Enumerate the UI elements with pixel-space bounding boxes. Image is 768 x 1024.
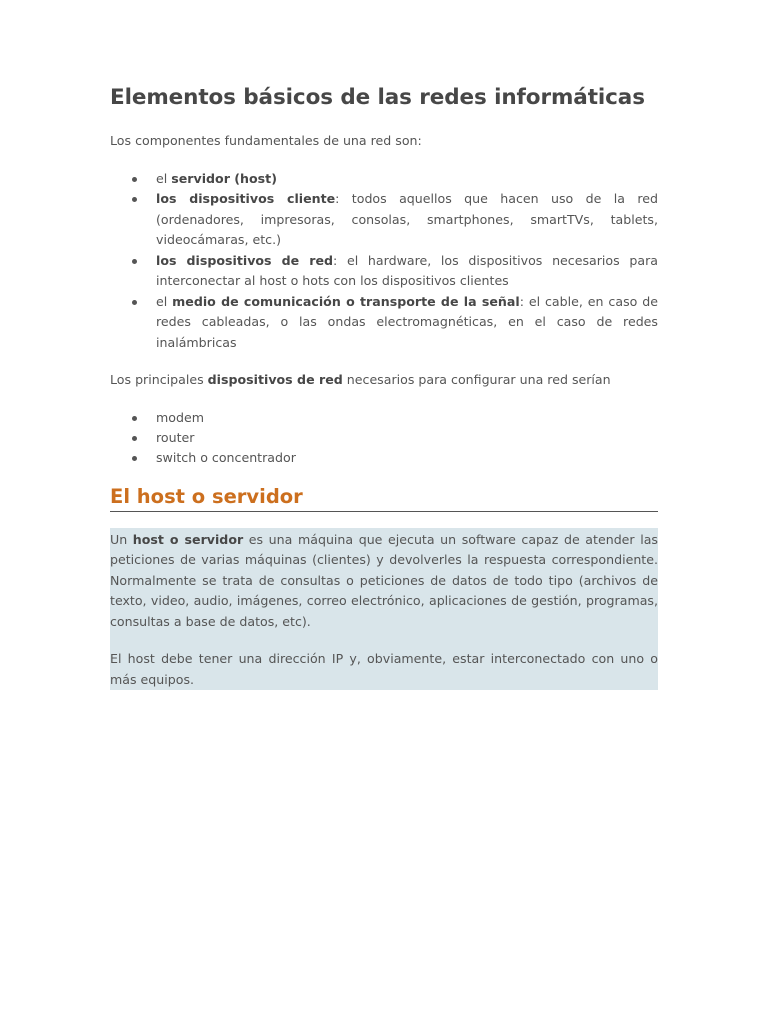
- item-description: : todos aquellos que hacen uso de la red (ordenadores, impresoras, consolas, smartphones, smartTVs, tablets, videocámaras, etc.): [156, 191, 659, 247]
- page-title: Elementos básicos de las redes informáticas: [110, 85, 645, 110]
- list-item: [156, 408, 658, 428]
- devices-list: [110, 408, 658, 468]
- section-title: El host o servidor: [110, 484, 658, 512]
- item-description: : el cable, en caso de redes cableadas, o las ondas electromagnéticas, en el caso de redes inalámbricas: [156, 293, 658, 350]
- bullet-icon: [132, 416, 137, 421]
- list-item: [156, 292, 658, 354]
- item-term: servidor (host): [171, 170, 277, 186]
- host-ip-paragraph: El host debe tener una dirección IP y, obviamente, estar interconectado con uno o más equipos.: [110, 651, 658, 687]
- bullet-icon: [132, 436, 137, 441]
- devices-intro-paragraph: [110, 370, 658, 391]
- bullet-icon: [132, 197, 137, 202]
- bullet-icon: [132, 259, 137, 264]
- document-content: [110, 84, 658, 690]
- device-name: router: [156, 429, 195, 445]
- list-item: [156, 169, 658, 190]
- item-description: : el hardware, los dispositivos necesarios para interconectar al host o hots con los dispositivos clientes: [156, 252, 658, 288]
- devices-intro-term: dispositivos de red: [207, 372, 343, 387]
- highlight-box: [110, 528, 658, 691]
- bullet-icon: [132, 177, 137, 182]
- list-item: [156, 448, 658, 468]
- list-item: [156, 428, 658, 448]
- item-prefix: el: [156, 293, 173, 309]
- host-definition-term: host o servidor: [132, 531, 244, 547]
- device-name: switch o concentrador: [156, 449, 296, 465]
- devices-intro-rest: necesarios para configurar una red serían: [342, 372, 611, 387]
- item-prefix: el: [156, 170, 172, 186]
- item-term: medio de comunicación o transporte de la señal: [172, 293, 520, 309]
- item-term: los dispositivos cliente: [156, 191, 336, 206]
- item-term: los dispositivos de red: [156, 252, 334, 268]
- intro-paragraph: Los componentes fundamentales de una red son:: [110, 133, 422, 148]
- list-item: [156, 189, 658, 251]
- bullet-icon: [132, 300, 137, 305]
- devices-intro-prefix: Los principales: [110, 372, 208, 387]
- device-name: modem: [156, 409, 204, 425]
- bullet-icon: [132, 456, 137, 461]
- host-definition-paragraph: [110, 530, 658, 633]
- list-item: [156, 251, 658, 292]
- components-list: [110, 169, 658, 354]
- host-definition-text: es una máquina que ejecuta un software capaz de atender las peticiones de varias máquinas (clientes) y devolverles la respuesta correspondiente. Normalmente se trata de consultas o peticiones de datos de todo tipo (archivos de texto, video, audio, imágenes, correo electrónico, aplicaciones de gestión, programas, consultas a base de datos, etc).: [110, 531, 658, 629]
- host-definition-prefix: Un: [110, 531, 133, 547]
